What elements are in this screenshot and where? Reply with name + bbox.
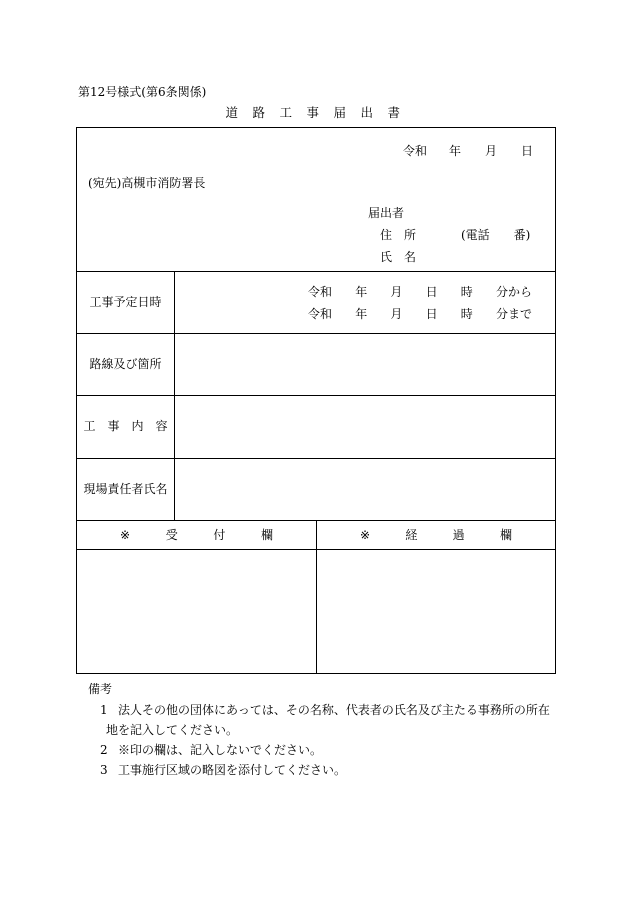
schedule-end-month: 月 bbox=[390, 307, 403, 321]
note-1-number: 1 bbox=[100, 703, 108, 717]
progress-column-header bbox=[360, 529, 512, 541]
schedule-end-era: 令和 bbox=[308, 307, 333, 321]
label-column-divider bbox=[174, 271, 175, 521]
row-divider bbox=[77, 395, 555, 396]
note-2-text: ※印の欄は、記入しないでください。 bbox=[118, 743, 323, 757]
addressee: (宛先)高槻市消防署長 bbox=[88, 176, 206, 190]
year-label: 年 bbox=[449, 144, 462, 158]
day-label: 日 bbox=[521, 144, 534, 158]
note-1-text: 法人その他の団体にあっては、その名称、代表者の氏名及び主たる事務所の所在 bbox=[118, 703, 550, 717]
row-divider bbox=[77, 271, 555, 272]
reception-char-1: 受 bbox=[165, 528, 178, 542]
schedule-start-minute: 分から bbox=[495, 285, 532, 299]
phone-label: (電話 番) bbox=[461, 228, 531, 242]
era-label: 令和 bbox=[403, 144, 428, 158]
schedule-start-hour: 時 bbox=[460, 285, 473, 299]
schedule-start-line bbox=[308, 286, 532, 298]
schedule-end-minute: 分まで bbox=[495, 307, 532, 321]
reception-mark: ※ bbox=[120, 528, 131, 542]
schedule-start-year: 年 bbox=[355, 285, 368, 299]
progress-mark: ※ bbox=[360, 528, 371, 542]
notes-heading: 備考 bbox=[88, 682, 113, 696]
schedule-start-era: 令和 bbox=[308, 285, 333, 299]
note-3-number: 3 bbox=[100, 763, 108, 777]
form-number: 第12号様式(第6条関係) bbox=[78, 85, 207, 99]
applicant-label: 届出者 bbox=[368, 206, 405, 220]
row-label-supervisor: 現場責任者氏名 bbox=[83, 482, 168, 496]
date-line bbox=[403, 145, 533, 157]
schedule-start-month: 月 bbox=[390, 285, 403, 299]
note-3-text: 工事施行区域の略図を添付してください。 bbox=[118, 763, 347, 777]
address-label: 住 所 bbox=[380, 228, 417, 242]
note-2-number: 2 bbox=[100, 743, 108, 757]
reception-column-header bbox=[120, 529, 273, 541]
progress-char-1: 経 bbox=[405, 528, 418, 542]
name-label: 氏 名 bbox=[380, 250, 417, 264]
office-column-divider bbox=[316, 520, 317, 674]
reception-char-3: 欄 bbox=[260, 528, 273, 542]
row-label-schedule: 工事予定日時 bbox=[89, 295, 162, 309]
progress-char-3: 欄 bbox=[499, 528, 512, 542]
row-label-content: 工 事 内 容 bbox=[83, 419, 168, 433]
document-title: 道路工事届出書 bbox=[225, 105, 415, 120]
schedule-start-day: 日 bbox=[425, 285, 438, 299]
schedule-end-year: 年 bbox=[355, 307, 368, 321]
reception-char-2: 付 bbox=[213, 528, 226, 542]
notification-form bbox=[76, 127, 556, 674]
schedule-end-day: 日 bbox=[425, 307, 438, 321]
schedule-end-hour: 時 bbox=[460, 307, 473, 321]
row-divider bbox=[77, 333, 555, 334]
row-divider bbox=[77, 458, 555, 459]
progress-char-2: 過 bbox=[452, 528, 465, 542]
month-label: 月 bbox=[485, 144, 498, 158]
schedule-end-line bbox=[308, 308, 532, 320]
note-1-text-continued: 地を記入してください。 bbox=[106, 723, 239, 737]
row-label-route: 路線及び箇所 bbox=[89, 357, 162, 371]
